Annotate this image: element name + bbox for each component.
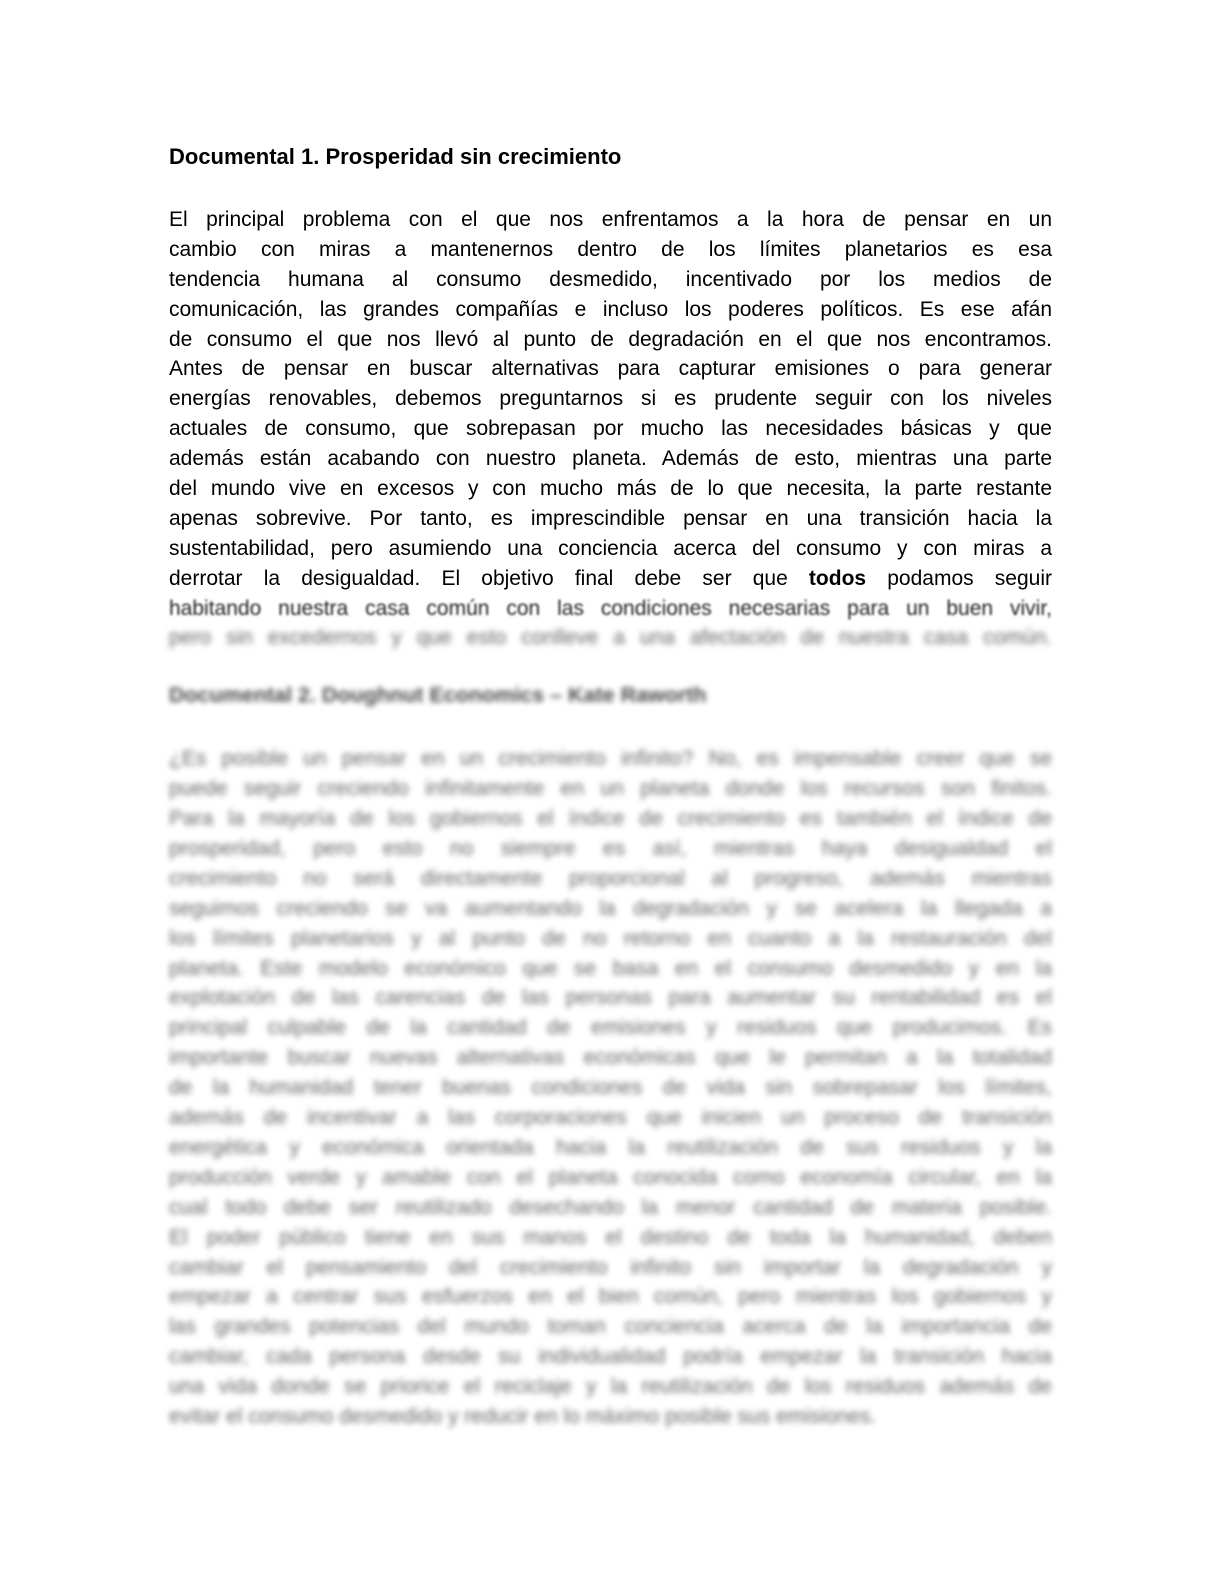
heading-documental-1: Documental 1. Prosperidad sin crecimiento xyxy=(169,144,622,169)
text-span: prosperidad, pero esto no siempre es así, mientras haya desigualdad el xyxy=(169,837,1052,861)
text-line xyxy=(169,804,1052,834)
text-span: principal culpable de la cantidad de emisiones y residuos que producimos. Es xyxy=(169,1016,1052,1040)
text-span: cambio con miras a mantenernos dentro de los límites planetarios es esa xyxy=(169,237,1052,261)
text-line xyxy=(169,534,1052,564)
text-span: evitar el consumo desmedido y reducir en lo máximo posible sus emisiones. xyxy=(169,1404,877,1428)
text-span: El poder público tiene en sus manos el destino de toda la humanidad, deben xyxy=(169,1225,1052,1249)
text-span: pero sin excedernos y que esto conlleve a una afectación de nuestra casa común. xyxy=(169,626,1052,650)
text-span: habitando nuestra casa común con las condiciones necesarias para un buen vivir, xyxy=(169,596,1052,620)
text-span: puede seguir creciendo infinitamente en un planeta donde los recursos son finitos. xyxy=(169,777,1052,801)
text-line xyxy=(169,954,1052,984)
text-span: podamos seguir xyxy=(866,566,1052,590)
text-span: crecimiento no será directamente proporcional al progreso, además mientras xyxy=(169,866,1052,890)
text-line xyxy=(169,1372,1052,1402)
text-line xyxy=(169,325,1052,355)
text-line xyxy=(169,1103,1052,1133)
text-line xyxy=(169,1253,1052,1283)
text-line xyxy=(169,354,1052,384)
text-line xyxy=(169,1073,1052,1103)
text-span: los límites planetarios y al punto de no retorno en cuanto a la restauración del xyxy=(169,926,1052,950)
text-line xyxy=(169,594,1052,624)
text-line xyxy=(169,1163,1052,1193)
text-line xyxy=(169,864,1052,894)
text-span: cambiar, cada persona desde su individualidad podría empezar la transición hacia xyxy=(169,1345,1052,1369)
text-span: de la humanidad tener buenas condiciones de vida sin sobrepasar los límites, xyxy=(169,1076,1052,1100)
text-span: además de incentivar a las corporaciones que inicien un proceso de transición xyxy=(169,1106,1052,1130)
text-span: explotación de las carencias de las personas para aumentar su rentabilidad es el xyxy=(169,986,1052,1010)
text-line xyxy=(169,265,1052,295)
text-line xyxy=(169,235,1052,265)
text-line xyxy=(169,1282,1052,1312)
text-line xyxy=(169,444,1052,474)
text-span: importante buscar nuevas alternativas económicas que le permitan a la totalidad xyxy=(169,1046,1052,1070)
text-span: energías renovables, debemos preguntarnos si es prudente seguir con los niveles xyxy=(169,387,1052,411)
text-line xyxy=(169,894,1052,924)
text-line xyxy=(169,983,1052,1013)
text-line xyxy=(169,474,1052,504)
text-line xyxy=(169,1402,1052,1432)
text-span: tendencia humana al consumo desmedido, incentivado por los medios de xyxy=(169,267,1052,291)
text-span: Antes de pensar en buscar alternativas para capturar emisiones o para generar xyxy=(169,357,1052,381)
text-line xyxy=(169,1342,1052,1372)
text-span: seguimos creciendo se va aumentando la degradación y se acelera la llegada a xyxy=(169,896,1052,920)
text-span: de consumo el que nos llevó al punto de degradación en el que nos encontramos. xyxy=(169,327,1052,351)
paragraph-desigualdad-economica xyxy=(169,744,1052,1431)
text-line xyxy=(169,384,1052,414)
text-span: El principal problema con el que nos enfrentamos a la hora de pensar en un xyxy=(169,208,1052,231)
text-span: del mundo vive en excesos y con mucho más de lo que necesita, la parte restante xyxy=(169,477,1052,501)
text-line xyxy=(169,1312,1052,1342)
text-line xyxy=(169,1223,1052,1253)
text-line xyxy=(169,1133,1052,1163)
text-line xyxy=(169,1043,1052,1073)
text-span: además están acabando con nuestro planeta. Además de esto, mientras una parte xyxy=(169,447,1052,471)
text-span: cambiar el pensamiento del crecimiento infinito sin importar la degradación y xyxy=(169,1255,1052,1279)
heading-documental-2: Documental 2. Doughnut Economics – Kate Raworth xyxy=(169,683,707,708)
text-span: sustentabilidad, pero asumiendo una conciencia acerca del consumo y con miras a xyxy=(169,536,1052,560)
text-line xyxy=(169,834,1052,864)
text-span: comunicación, las grandes compañías e incluso los poderes políticos. Es ese afán xyxy=(169,297,1052,321)
text-span: Para la mayoría de los gobiernos el índice de crecimiento es también el índice de xyxy=(169,807,1052,831)
text-span: las grandes potencias del mundo toman conciencia acerca de la importancia de xyxy=(169,1315,1052,1339)
text-span: apenas sobrevive. Por tanto, es imprescindible pensar en una transición hacia la xyxy=(169,506,1052,530)
text-line xyxy=(169,564,1052,594)
text-line xyxy=(169,205,1052,235)
text-line xyxy=(169,1013,1052,1043)
text-line xyxy=(169,1193,1052,1223)
text-span: ¿Es posible un pensar en un crecimiento infinito? No, es impensable creer que se xyxy=(169,747,1052,771)
text-span: empezar a centrar sus esfuerzos en el bien común, pero mientras los gobiernos y xyxy=(169,1285,1052,1309)
text-span: energética y económica orientada hacia la reutilización de sus residuos y la xyxy=(169,1135,1052,1159)
text-line xyxy=(169,744,1052,774)
text-span: una vida donde se priorice el reciclaje y la reutilización de los residuos además de xyxy=(169,1375,1052,1399)
text-line xyxy=(169,414,1052,444)
text-span: planeta. Este modelo económico que se basa en el consumo desmedido y en la xyxy=(169,956,1052,980)
text-span: producción verde y amable con el planeta conocida como economía circular, en la xyxy=(169,1165,1052,1189)
text-span: actuales de consumo, que sobrepasan por mucho las necesidades básicas y que xyxy=(169,417,1052,441)
text-span: cual todo debe ser reutilizado desechando la menor cantidad de materia posible. xyxy=(169,1195,1052,1219)
text-line xyxy=(169,504,1052,534)
bold-text: todos xyxy=(808,566,867,590)
paragraph-prosperidad xyxy=(169,205,1052,653)
text-span: derrotar la desigualdad. El objetivo final debe ser que xyxy=(169,566,809,590)
text-line xyxy=(169,623,1052,653)
text-line xyxy=(169,924,1052,954)
document-content xyxy=(169,145,1052,1432)
text-line xyxy=(169,774,1052,804)
text-line xyxy=(169,295,1052,325)
